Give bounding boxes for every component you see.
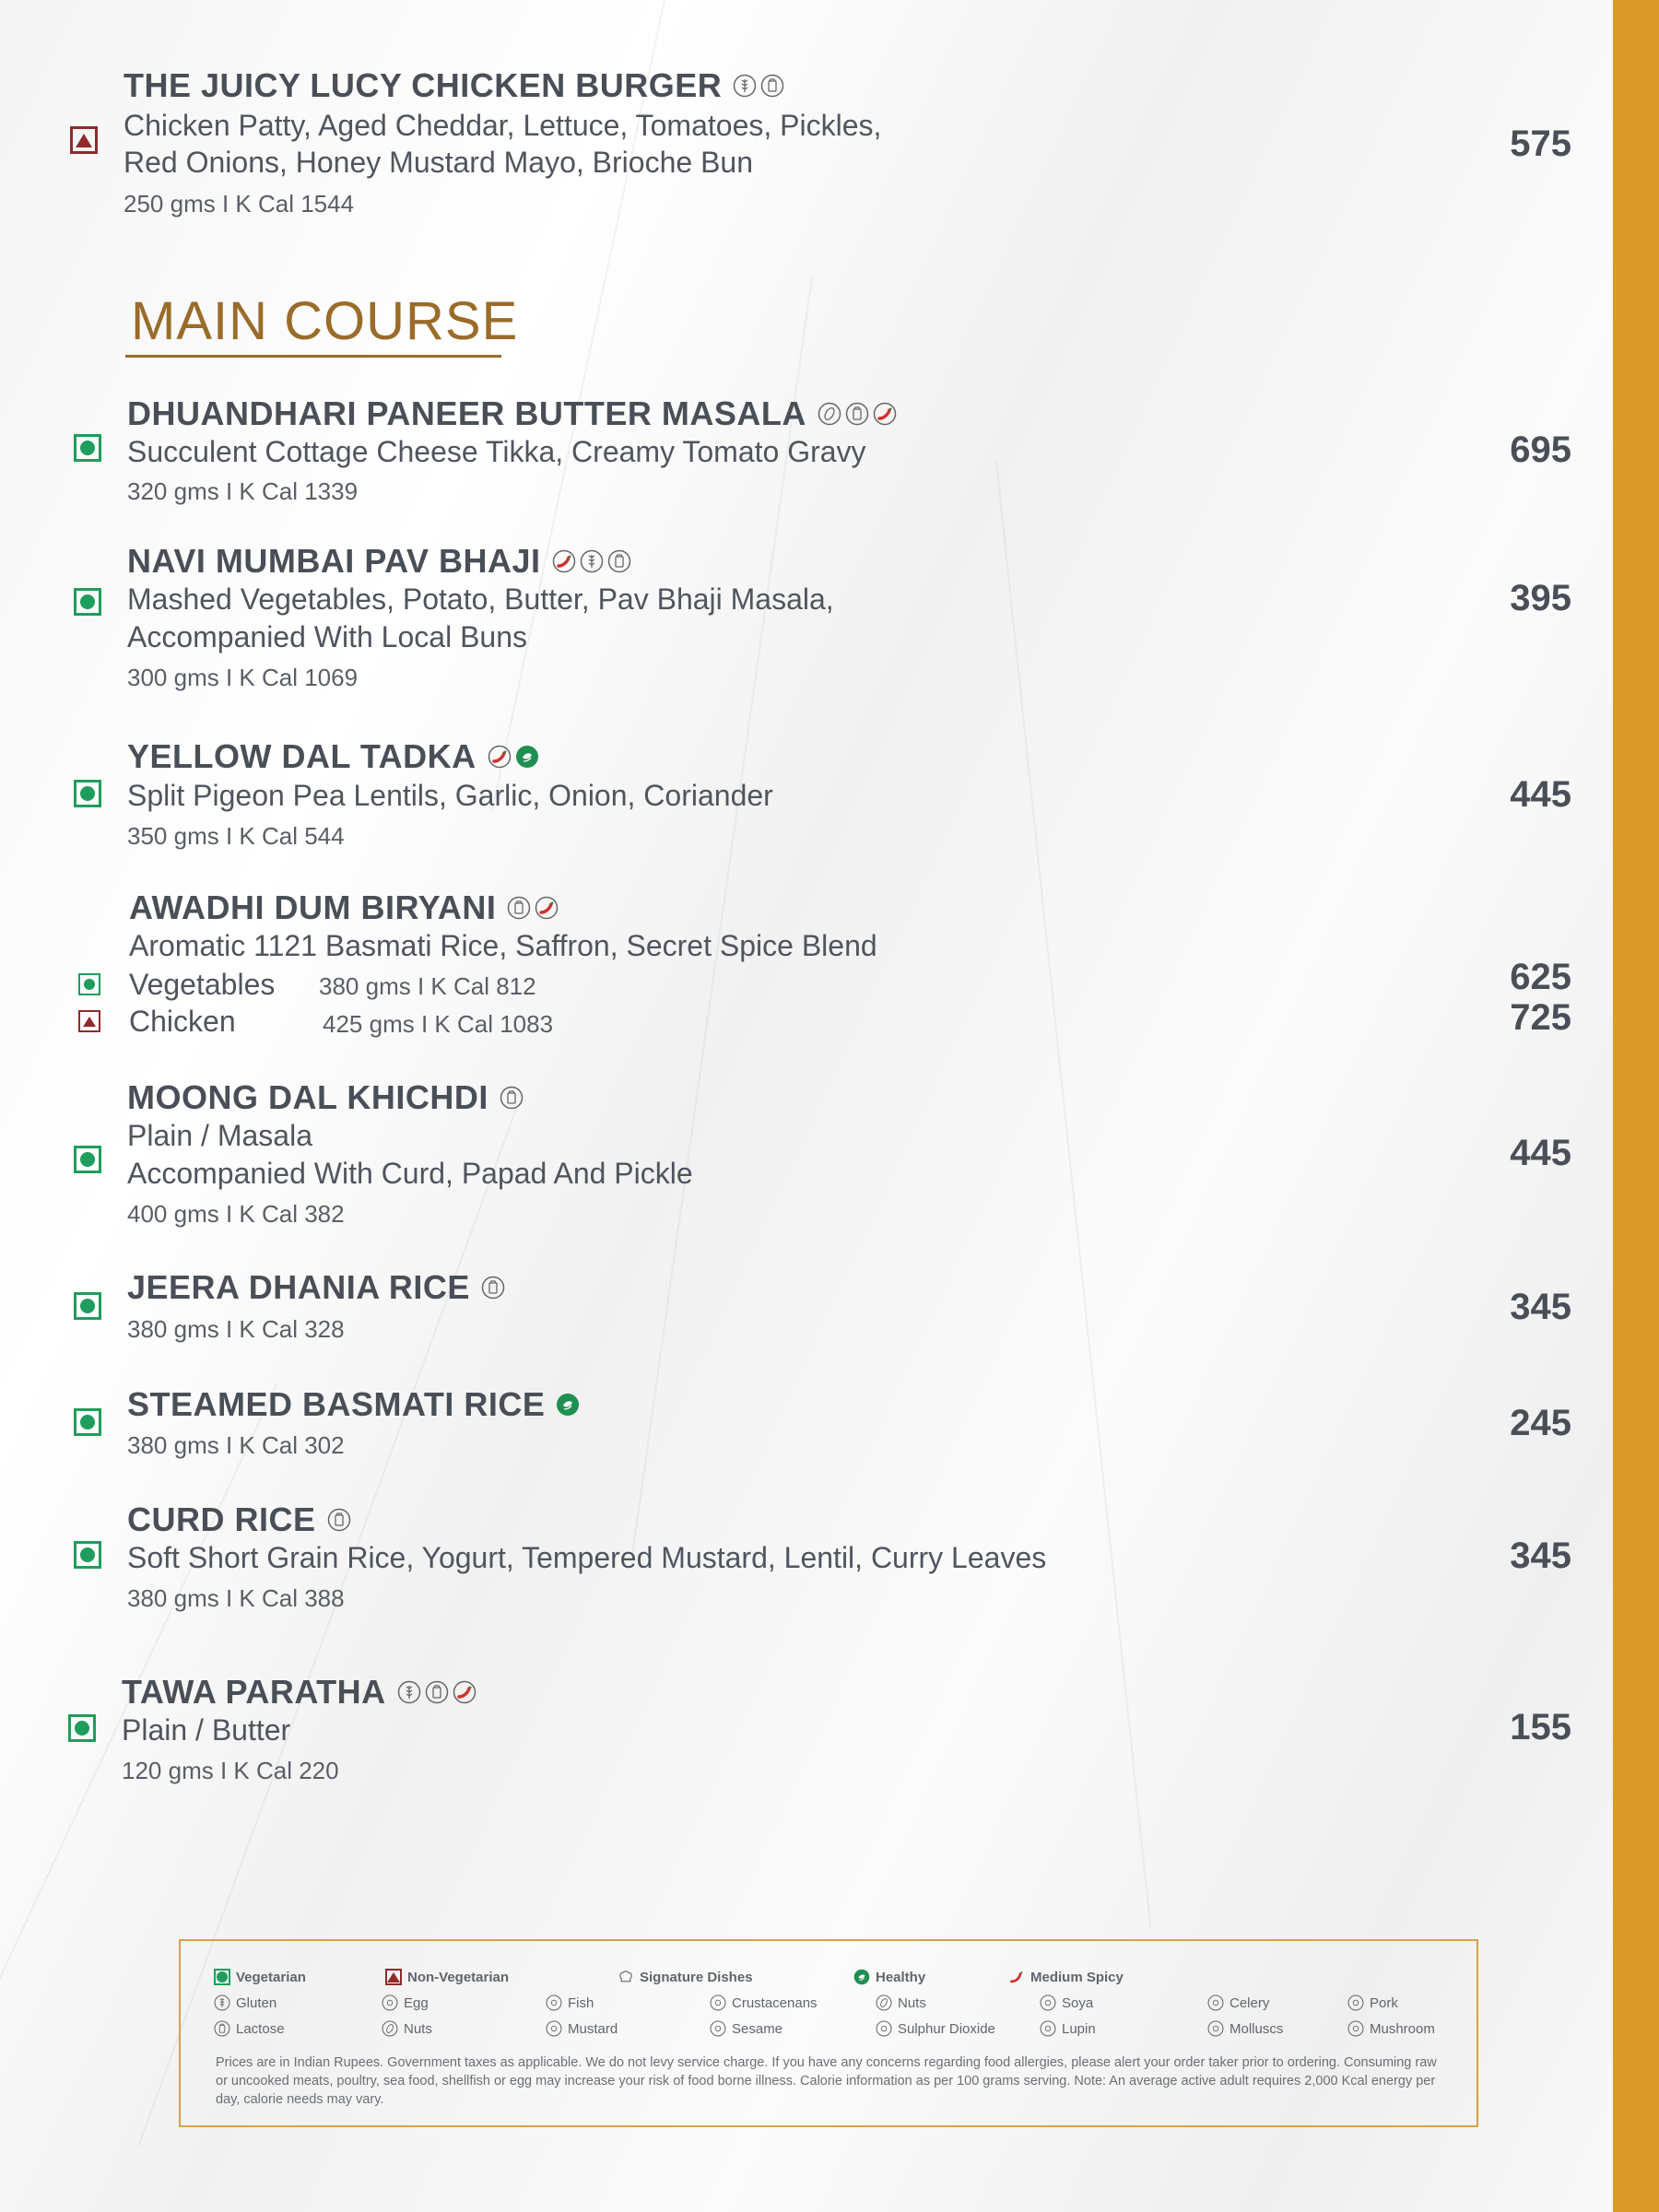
veg-marker — [74, 1408, 101, 1436]
gluten-icon — [214, 1994, 230, 2011]
nuts-icon — [818, 402, 841, 426]
legend-note: Prices are in Indian Rupees. Government taxes as applicable. We do not levy service charge. If you have any concerns regarding food allergies, please alert your order taker prior to ordering. Consuming raw or uncooked meats, poultry, sea food, shellfish or egg may increase your risk of food borne illness. Calorie information as per 100 grams serving. Note: An average active adult requires 2,000 Kcal energy per day, calorie needs may vary. — [216, 2055, 1437, 2107]
pork-icon — [1347, 1994, 1364, 2011]
chef-hat-icon — [618, 1969, 634, 1985]
item-price: 695 — [1510, 429, 1571, 470]
item-name: AWADHI DUM BIRYANI — [129, 888, 497, 926]
item-price: 155 — [1510, 1707, 1571, 1747]
gluten-icon — [397, 1680, 421, 1704]
item-price: 575 — [1510, 124, 1571, 164]
mustard-icon — [546, 2020, 562, 2037]
item-meta: 380 gms I K Cal 388 — [127, 1584, 345, 1612]
sulphur-dioxide-icon — [876, 2020, 892, 2037]
chili-icon — [1008, 1969, 1025, 1985]
legend-lupin: Lupin — [1062, 2020, 1096, 2037]
variant-price-chicken: 725 — [1510, 997, 1571, 1038]
lupin-icon — [1040, 2020, 1056, 2037]
item-description: Accompanied With Local Buns — [127, 620, 527, 653]
mushroom-icon — [1347, 2020, 1364, 2037]
medium-spicy-icon — [873, 402, 897, 426]
legend-mustard: Mustard — [568, 2020, 618, 2037]
sesame-icon — [710, 2020, 726, 2037]
legend-vegetarian: Vegetarian — [236, 1969, 306, 1985]
item-meta: 300 gms I K Cal 1069 — [127, 664, 359, 691]
veg-marker — [214, 1969, 230, 1985]
item-price: 245 — [1510, 1403, 1571, 1443]
healthy-icon — [515, 745, 539, 769]
medium-spicy-icon — [552, 549, 576, 573]
item-name: NAVI MUMBAI PAV BHAJI — [127, 542, 541, 580]
lactose-icon — [327, 1508, 351, 1532]
fish-icon — [546, 1994, 562, 2011]
variant-price-veg: 625 — [1510, 957, 1571, 997]
variant-label-chicken: Chicken — [129, 1005, 236, 1038]
item-description: Accompanied With Curd, Papad And Pickle — [127, 1157, 693, 1190]
legend-non-vegetarian: Non-Vegetarian — [407, 1969, 510, 1985]
item-name: MOONG DAL KHICHDI — [127, 1078, 488, 1116]
section-underline — [125, 355, 501, 358]
item-description: Red Onions, Honey Mustard Mayo, Brioche Bun — [124, 146, 753, 179]
legend-soya: Soya — [1062, 1994, 1094, 2011]
egg-icon — [382, 1994, 398, 2011]
legend-nuts-2: Nuts — [404, 2020, 432, 2037]
legend-lactose: Lactose — [236, 2020, 285, 2037]
legend-sesame: Sesame — [732, 2020, 783, 2037]
medium-spicy-icon — [453, 1680, 477, 1704]
item-description: Soft Short Grain Rice, Yogurt, Tempered Mustard, Lentil, Curry Leaves — [127, 1541, 1047, 1574]
lactose-icon — [507, 896, 531, 920]
legend-medium-spicy: Medium Spicy — [1030, 1969, 1124, 1985]
item-name: JEERA DHANIA RICE — [127, 1268, 470, 1306]
legend-crustaceans: Crustacenans — [732, 1994, 818, 2011]
legend-healthy: Healthy — [876, 1969, 926, 1985]
item-meta: 380 gms I K Cal 328 — [127, 1315, 345, 1343]
item-price: 395 — [1510, 578, 1571, 618]
legend-gluten: Gluten — [236, 1994, 277, 2011]
veg-marker — [74, 588, 101, 616]
legend-sulphur-dioxide: Sulphur Dioxide — [898, 2020, 995, 2037]
celery-icon — [1207, 1994, 1224, 2011]
molluscs-icon — [1207, 2020, 1224, 2037]
healthy-icon — [853, 1969, 870, 1985]
item-price: 445 — [1510, 774, 1571, 815]
item-description: Split Pigeon Pea Lentils, Garlic, Onion, Coriander — [127, 779, 773, 812]
item-meta: 380 gms I K Cal 302 — [127, 1431, 345, 1459]
item-name: TAWA PARATHA — [122, 1673, 386, 1711]
item-meta: 320 gms I K Cal 1339 — [127, 477, 359, 505]
legend-egg: Egg — [404, 1994, 429, 2011]
variant-meta-chicken: 425 gms I K Cal 1083 — [323, 1010, 554, 1038]
medium-spicy-icon — [488, 745, 512, 769]
item-name: CURD RICE — [127, 1500, 316, 1538]
nuts-icon — [382, 2020, 398, 2037]
item-meta: 120 gms I K Cal 220 — [122, 1757, 339, 1784]
soya-icon — [1040, 1994, 1056, 2011]
lactose-icon — [425, 1680, 449, 1704]
item-description: Chicken Patty, Aged Cheddar, Lettuce, Tomatoes, Pickles, — [124, 109, 882, 142]
non-veg-marker — [385, 1969, 402, 1985]
lactose-icon — [481, 1276, 505, 1300]
item-name: STEAMED BASMATI RICE — [127, 1385, 546, 1423]
legend-celery: Celery — [1230, 1994, 1270, 2011]
item-name: DHUANDHARI PANEER BUTTER MASALA — [127, 394, 806, 432]
lactose-icon — [760, 74, 784, 98]
veg-marker — [74, 434, 101, 462]
non-veg-marker — [78, 1010, 100, 1032]
healthy-icon — [556, 1393, 580, 1417]
gluten-icon — [733, 74, 757, 98]
item-description: Aromatic 1121 Basmati Rice, Saffron, Secret Spice Blend — [129, 929, 877, 962]
veg-marker — [68, 1714, 96, 1742]
crustacean-icon — [710, 1994, 726, 2011]
item-meta: 350 gms I K Cal 544 — [127, 822, 345, 850]
legend-signature-dishes: Signature Dishes — [640, 1969, 753, 1985]
non-veg-marker — [70, 126, 98, 154]
legend-fish: Fish — [568, 1994, 594, 2011]
lactose-icon — [607, 549, 631, 573]
item-price: 345 — [1510, 1287, 1571, 1327]
lactose-icon — [214, 2020, 230, 2037]
item-price: 445 — [1510, 1133, 1571, 1173]
lactose-icon — [845, 402, 869, 426]
legend-mushroom: Mushroom — [1370, 2020, 1435, 2037]
item-meta: 250 gms I K Cal 1544 — [124, 190, 355, 218]
item-price: 345 — [1510, 1535, 1571, 1576]
legend-pork: Pork — [1370, 1994, 1398, 2011]
veg-marker — [74, 780, 101, 807]
item-name: YELLOW DAL TADKA — [127, 737, 477, 775]
item-description: Succulent Cottage Cheese Tikka, Creamy Tomato Gravy — [127, 435, 866, 468]
veg-marker — [74, 1541, 101, 1569]
legend-nuts: Nuts — [898, 1994, 926, 2011]
item-meta: 400 gms I K Cal 382 — [127, 1200, 345, 1228]
gluten-icon — [580, 549, 604, 573]
veg-marker — [78, 973, 100, 995]
legend-molluscs: Molluscs — [1230, 2020, 1284, 2037]
item-description: Plain / Butter — [122, 1713, 291, 1747]
item-description: Plain / Masala — [127, 1119, 312, 1152]
accent-sidebar — [1613, 0, 1659, 2212]
variant-label-veg: Vegetables — [129, 968, 276, 1001]
item-description: Mashed Vegetables, Potato, Butter, Pav Bhaji Masala, — [127, 582, 834, 616]
veg-marker — [74, 1292, 101, 1320]
legend-box — [179, 1939, 1478, 2127]
variant-meta-veg: 380 gms I K Cal 812 — [319, 972, 536, 1000]
medium-spicy-icon — [535, 896, 559, 920]
section-title: MAIN COURSE — [131, 291, 519, 351]
nuts-icon — [876, 1994, 892, 2011]
item-name: THE JUICY LUCY CHICKEN BURGER — [124, 66, 723, 104]
lactose-icon — [500, 1086, 524, 1110]
veg-marker — [74, 1146, 101, 1173]
